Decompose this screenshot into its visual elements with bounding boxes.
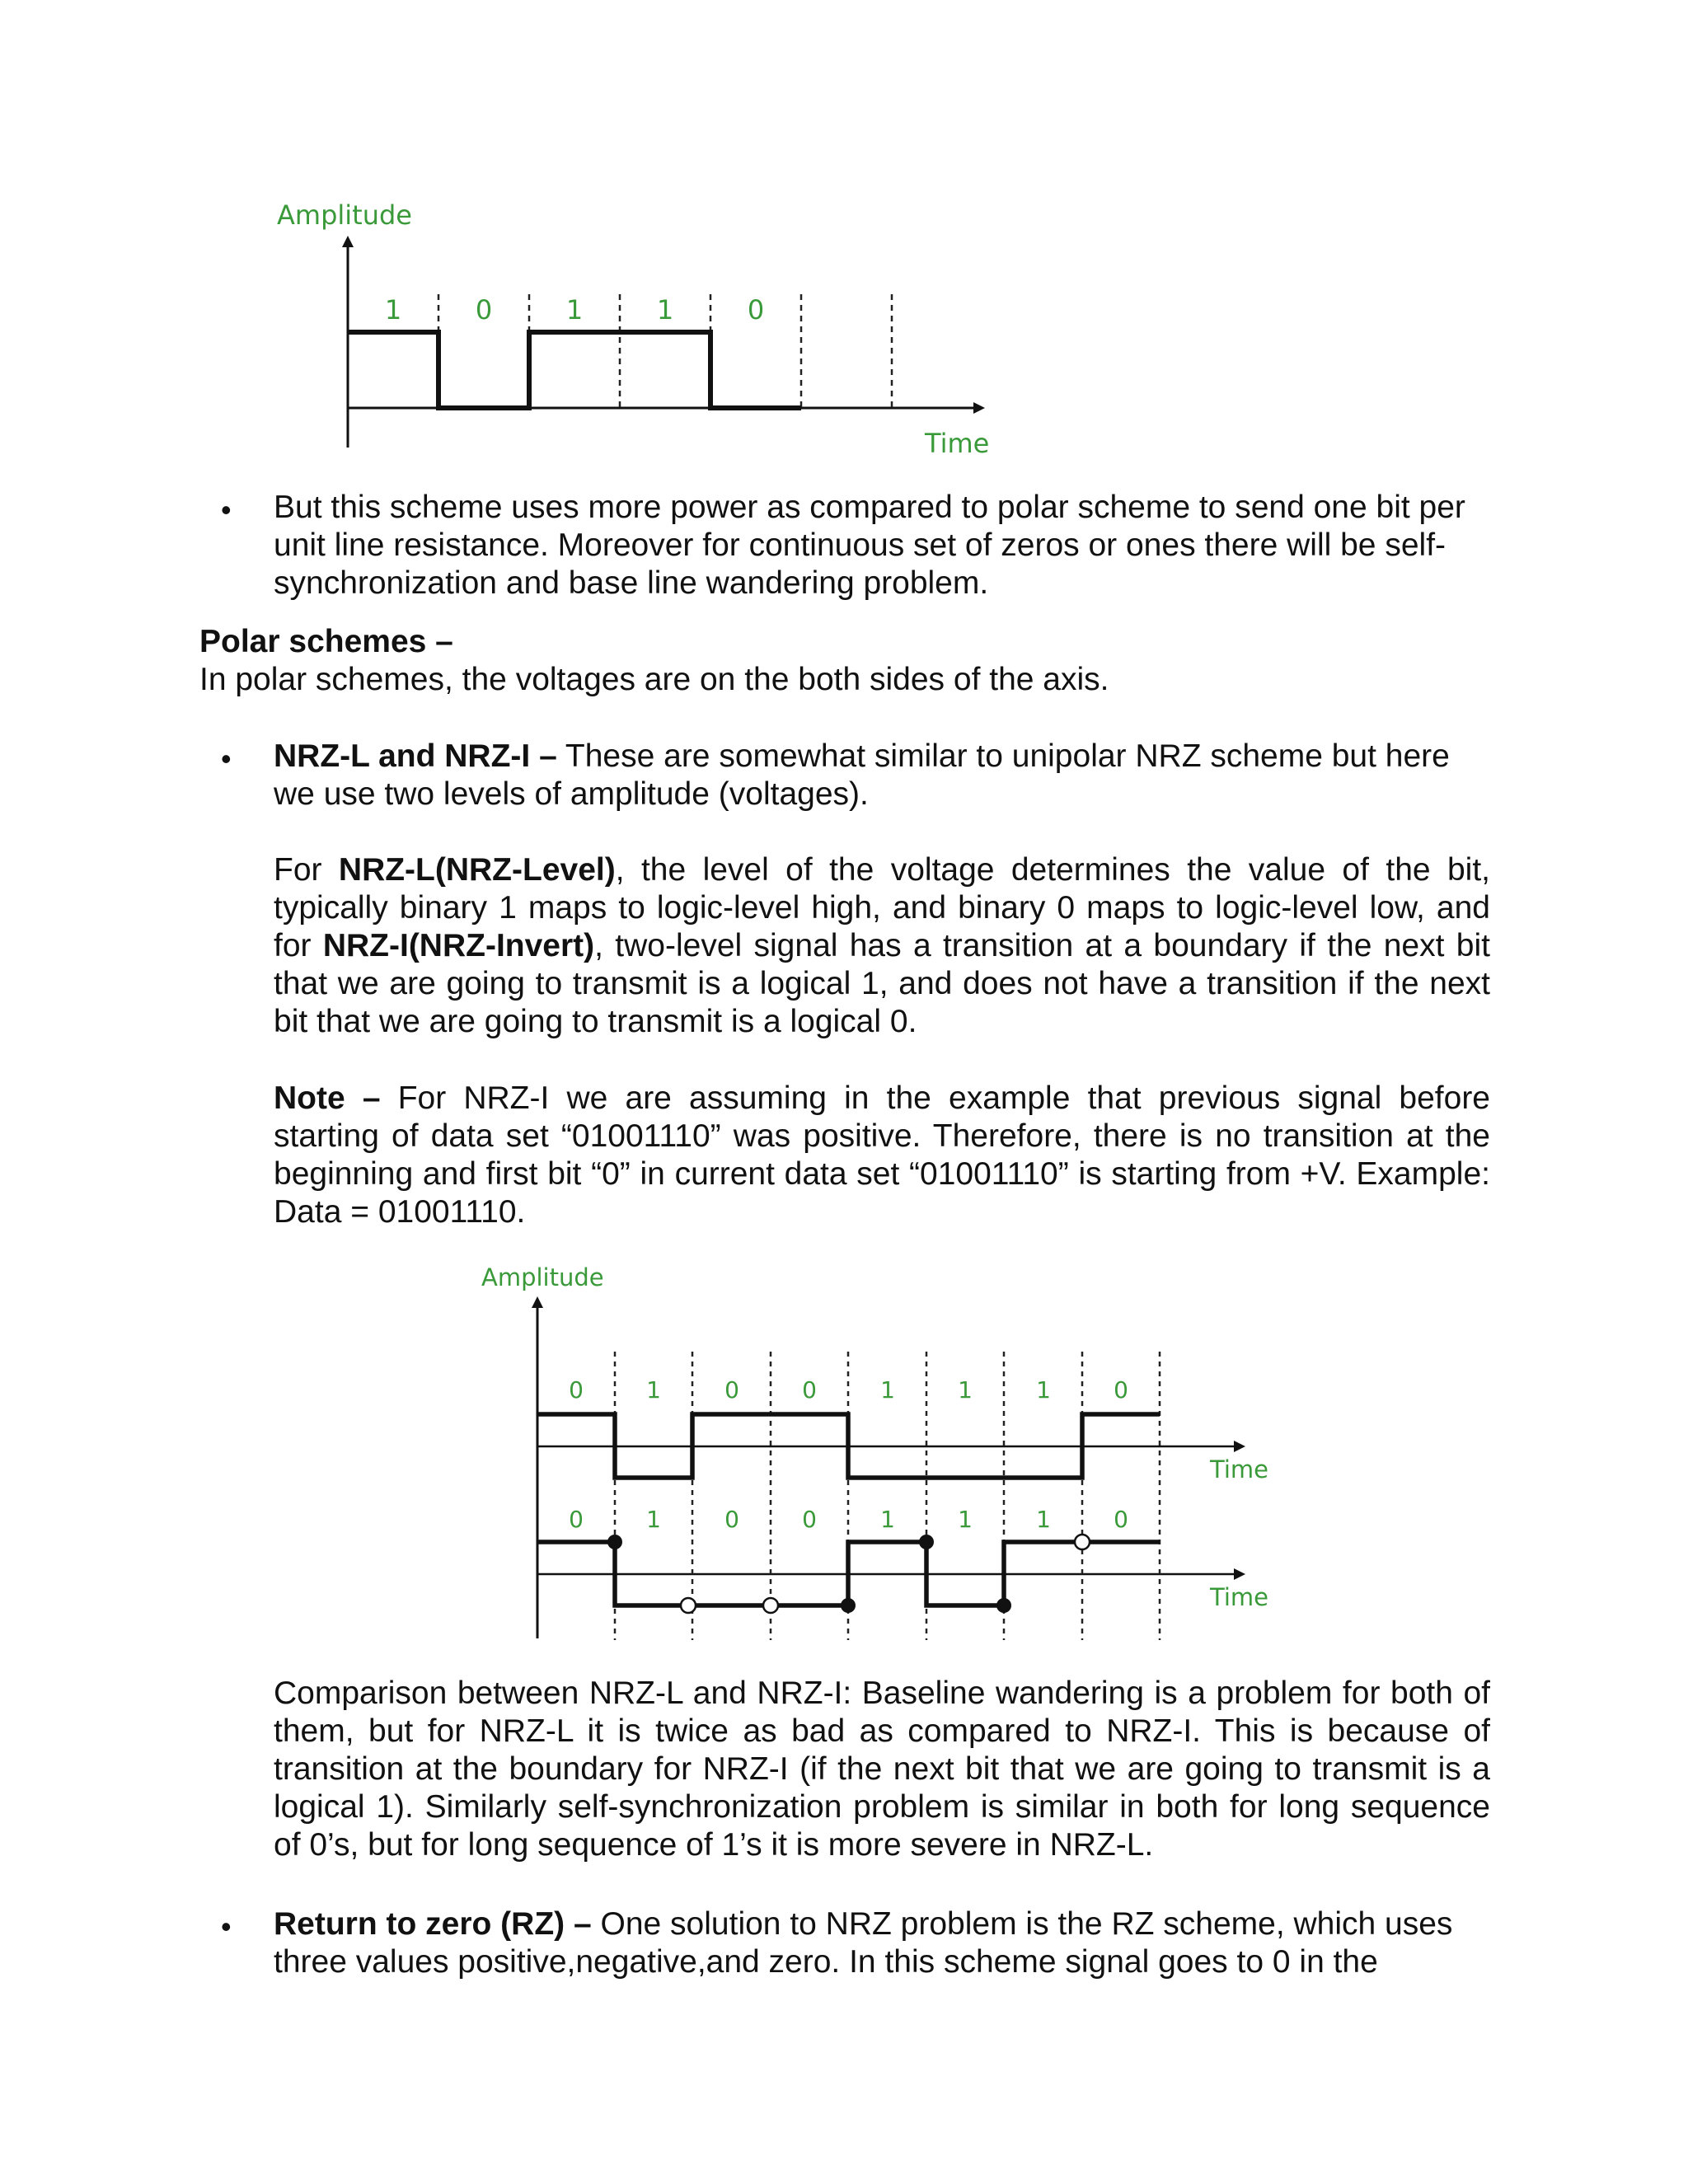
bit-label: 1: [958, 1376, 973, 1404]
bit-label: 0: [802, 1376, 817, 1404]
bit-label: 1: [880, 1376, 895, 1404]
nrz-i-term: NRZ-I(NRZ-Invert): [322, 928, 595, 963]
bit-label: 1: [646, 1506, 661, 1533]
bit-label: 0: [724, 1506, 739, 1533]
bit-label: 1: [384, 294, 402, 326]
nrz-definition-paragraph: [274, 851, 1490, 1041]
bit-label: 1: [1036, 1506, 1051, 1533]
bullet-marker: •: [221, 1910, 232, 1943]
no-transition-dot: [681, 1598, 696, 1613]
bit-label: 0: [569, 1376, 584, 1404]
signal-waveform: [348, 332, 801, 408]
text-run: For: [274, 852, 339, 888]
bit-label: 0: [724, 1376, 739, 1404]
bit-label: 0: [747, 294, 765, 326]
transition-dot: [919, 1535, 934, 1549]
time-label-bottom: Time: [1210, 1583, 1268, 1611]
bit-label: 1: [646, 1376, 661, 1404]
rz-text: One solution to NRZ problem is the RZ scheme, which uses three values positive,negative,and zero. In this scheme signal goes to 0 in the: [274, 1906, 1453, 1980]
time-label-top: Time: [1210, 1455, 1268, 1483]
bit-label: 0: [475, 294, 493, 326]
bullet-marker: •: [221, 493, 232, 527]
amplitude-label: Amplitude: [277, 199, 412, 231]
note-text: For NRZ-I we are assuming in the example that previous signal before starting of data set “01001110” was positive. Therefore, there is no transition at the beginning and first bit “0” in current data set “01001110” is starting from +V. Example: Data = 01001110.: [274, 1080, 1490, 1230]
bit-labels-bottom: [569, 1506, 1128, 1533]
text-run: , two-level signal has a transition at a boundary if the next bit that we are going to transmit is a logical 1, and does not have a transition if the next bit that we are going to transmit is a logical 0.: [274, 928, 1490, 1039]
bit-label: 1: [880, 1506, 895, 1533]
bit-labels: [385, 294, 764, 326]
unipolar-nrz-figure: [264, 194, 1022, 466]
bit-label: 0: [1114, 1506, 1128, 1533]
rz-bullet-paragraph: [274, 1905, 1493, 1981]
bit-labels-top: [569, 1376, 1128, 1404]
bit-label: 1: [656, 294, 674, 326]
bit-label: 1: [565, 294, 584, 326]
nrz-title: NRZ-L and NRZ-I –: [274, 738, 557, 774]
section-heading: Polar schemes –: [199, 624, 453, 659]
bit-label: 0: [1114, 1376, 1128, 1404]
nrz-text: These are somewhat similar to unipolar NRZ scheme but here we use two levels of amplitude (voltages).: [274, 738, 1450, 812]
bit-label: 1: [1036, 1376, 1051, 1404]
time-label: Time: [925, 428, 990, 459]
transition-dot: [607, 1535, 622, 1549]
transition-dot: [996, 1598, 1011, 1613]
text-run: , the level of the voltage determines the value of the bit, typically binary 1 maps to logic-level high, and binary 0 maps to logic-level low, and for: [274, 852, 1490, 963]
transition-dot: [841, 1598, 856, 1613]
bit-label: 0: [569, 1506, 584, 1533]
nrz-l-term: NRZ-L(NRZ-Level): [338, 852, 616, 888]
nrz-l-nrz-i-figure: [470, 1261, 1294, 1648]
no-transition-dot: [1075, 1535, 1090, 1549]
note-paragraph: [274, 1080, 1490, 1231]
bit-label: 1: [958, 1506, 973, 1533]
section-intro: In polar schemes, the voltages are on the both sides of the axis.: [199, 662, 1109, 697]
nrz-bullet-paragraph: [274, 738, 1493, 813]
no-transition-dot: [763, 1598, 778, 1613]
bullet-marker: •: [221, 742, 232, 776]
amplitude-label: Amplitude: [481, 1263, 604, 1291]
bullet-paragraph: But this scheme uses more power as compared to polar scheme to send one bit per unit line resistance. Moreover for continuous set of zeros or ones there will be self-synchronization and base line wandering problem.: [274, 490, 1465, 601]
rz-title: Return to zero (RZ) –: [274, 1906, 592, 1942]
comparison-paragraph: Comparison between NRZ-L and NRZ-I: Baseline wandering is a problem for both of them, but for NRZ-L it is twice as bad as compared to NRZ-I. This is because of transition at the boundary for NRZ-I (if the next bit that we are going to transmit is a logical 1). Similarly self-synchronization problem is similar in both for long sequence of 0’s, but for long sequence of 1’s it is more severe in NRZ-L.: [274, 1675, 1490, 1863]
note-label: Note –: [274, 1080, 381, 1116]
bit-label: 0: [802, 1506, 817, 1533]
